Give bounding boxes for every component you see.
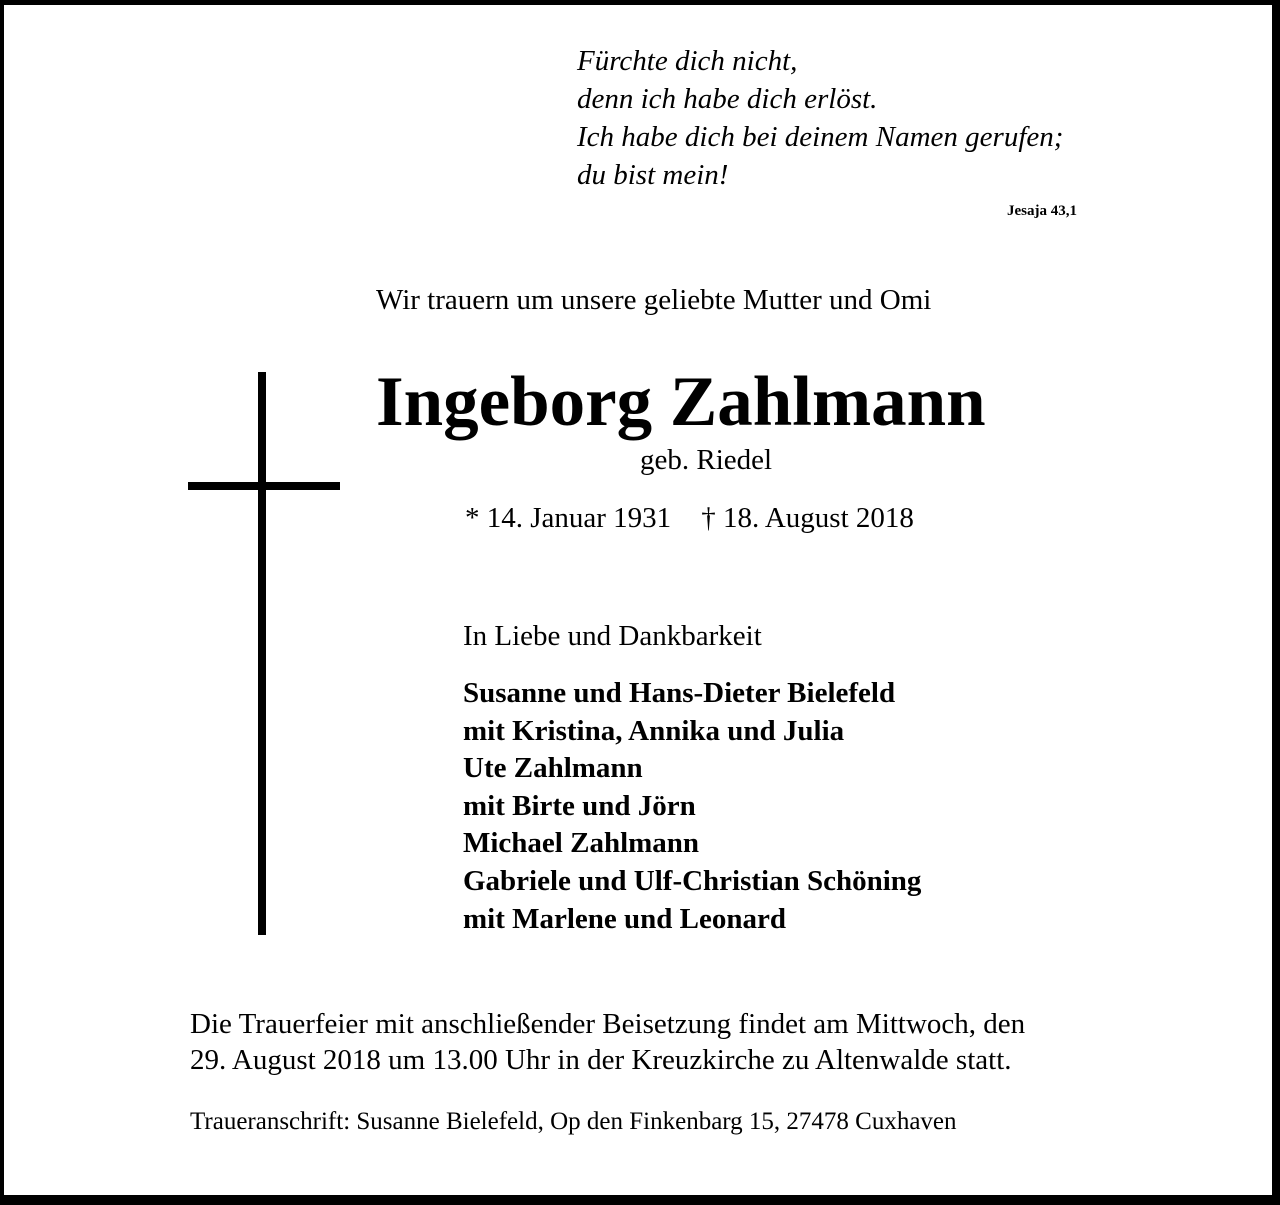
intro-text: Wir trauern um unsere geliebte Mutter und Omi	[376, 284, 932, 316]
mourner-line: Susanne und Hans-Dieter Bielefeld	[463, 677, 896, 709]
birth-date: * 14. Januar 1931	[465, 502, 672, 534]
life-dates	[465, 502, 914, 535]
verse-reference: Jesaja 43,1	[1007, 203, 1077, 219]
mourning-address: Traueranschrift: Susanne Bielefeld, Op den Finkenbarg 15, 27478 Cuxhaven	[190, 1108, 957, 1135]
verse-line: denn ich habe dich erlöst.	[577, 83, 878, 115]
verse-line: du bist mein!	[577, 159, 729, 191]
death-date: † 18. August 2018	[701, 502, 914, 534]
service-line: 29. August 2018 um 13.00 Uhr in der Kreuzkirche zu Altenwalde statt.	[190, 1044, 1012, 1076]
mourner-line: mit Marlene und Leonard	[463, 902, 787, 935]
funeral-service-info	[190, 1006, 1025, 1078]
mourner-line: mit Kristina, Annika und Julia	[463, 714, 845, 747]
maiden-name: geb. Riedel	[640, 444, 773, 476]
mourner-line: Ute Zahlmann	[463, 752, 643, 785]
mourner-line: mit Birte und Jörn	[463, 789, 696, 822]
cross-icon-bar	[188, 482, 340, 490]
verse-line: Fürchte dich nicht,	[577, 45, 798, 77]
verse-line: Ich habe dich bei deinem Namen gerufen;	[577, 121, 1064, 153]
mourners-list	[463, 675, 921, 938]
thanks-line: In Liebe und Dankbarkeit	[463, 620, 762, 652]
deceased-name: Ingeborg Zahlmann	[376, 363, 986, 441]
cross-icon	[258, 372, 266, 935]
bible-verse	[577, 42, 1063, 194]
mourner-line: Gabriele und Ulf-Christian Schöning	[463, 864, 922, 897]
service-line: Die Trauerfeier mit anschließender Beisetzung findet am Mittwoch, den	[190, 1008, 1026, 1040]
mourner-line: Michael Zahlmann	[463, 827, 700, 860]
